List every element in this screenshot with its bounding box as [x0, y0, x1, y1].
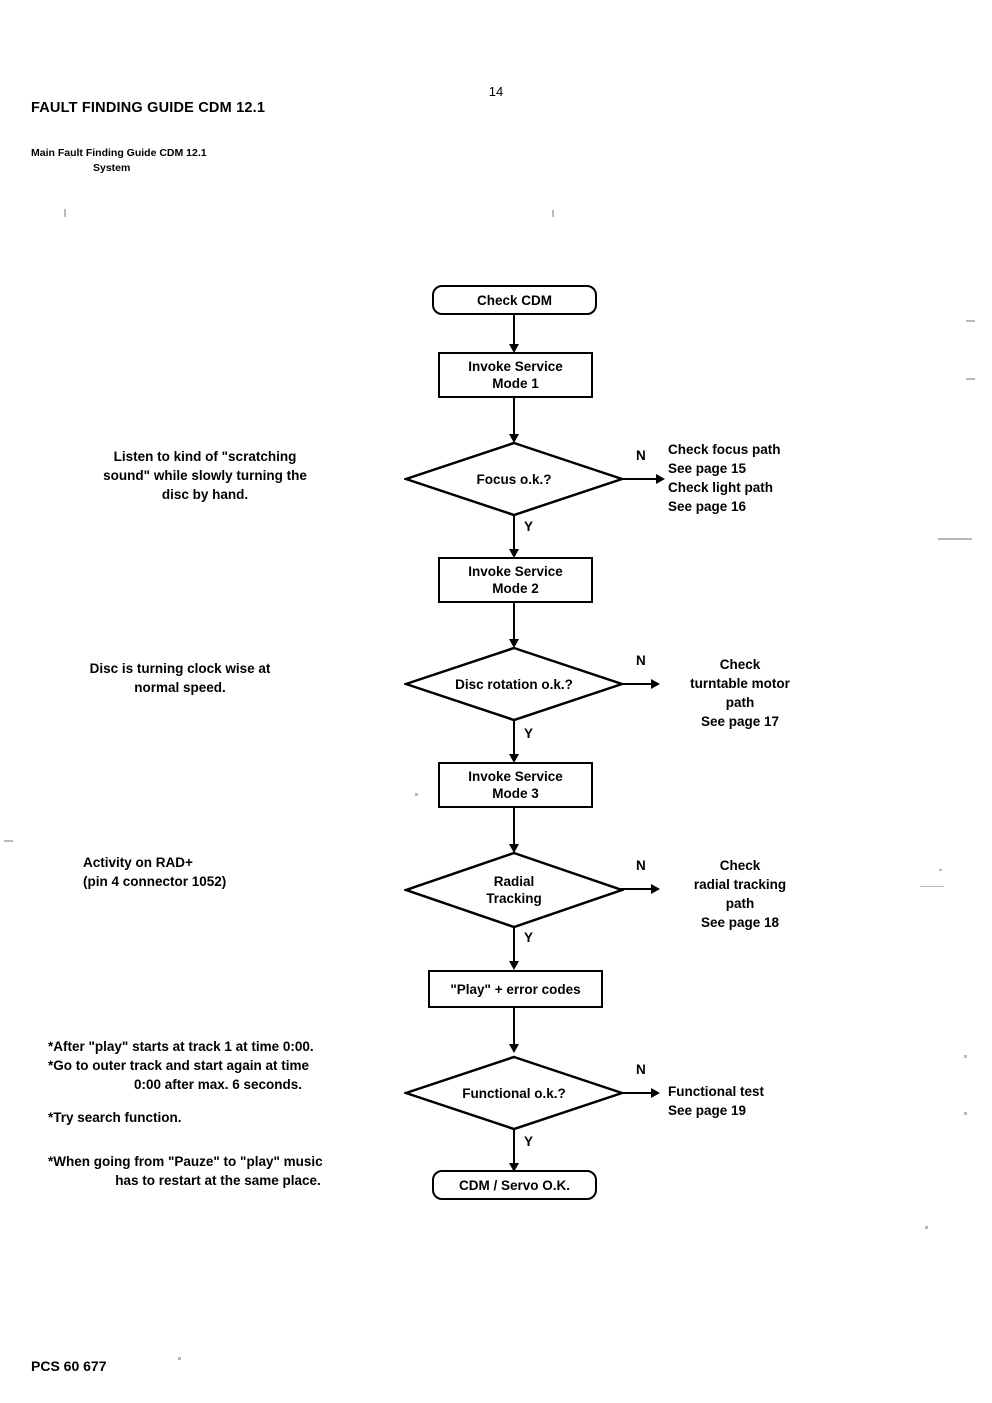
- note-radial-no-line4: See page 18: [700, 915, 780, 930]
- branch-label-radial-no: N: [636, 858, 646, 873]
- note-focus-no-line4: See page 16: [668, 499, 747, 514]
- annotation-radial-line1: Activity on RAD+: [83, 855, 193, 870]
- arrowhead-radial-no: [651, 884, 660, 894]
- scan-speck: [415, 793, 418, 796]
- annotation-search-line1: *Try search function.: [48, 1110, 182, 1125]
- note-functional-no-line2: See page 19: [668, 1103, 747, 1118]
- scan-speck: [552, 210, 554, 217]
- connector-radial-no: [620, 888, 655, 890]
- annotation-focus-line3: disc by hand.: [161, 487, 249, 502]
- annotation-disc-rotation: [60, 659, 300, 697]
- node-functional-ok-label: Functional o.k.?: [462, 1085, 566, 1101]
- connector-functional-yes: [513, 1129, 515, 1167]
- arrowhead-functional-no: [651, 1088, 660, 1098]
- node-check-cdm-label: Check CDM: [476, 292, 552, 308]
- footer-code: PCS 60 677: [31, 1358, 107, 1374]
- scan-speck: [64, 209, 66, 217]
- branch-label-rotation-no: N: [636, 653, 646, 668]
- node-invoke-service-mode-1[interactable]: [438, 352, 593, 398]
- connector-play-to-functional: [513, 1008, 515, 1048]
- note-radial-no-line1: Check: [719, 858, 761, 873]
- scan-speck: [966, 378, 975, 380]
- annotation-disc-rotation-line1: Disc is turning clock wise at: [89, 661, 271, 676]
- branch-label-rotation-yes: Y: [524, 726, 534, 741]
- note-radial-no-line3: path: [725, 896, 755, 911]
- connector-rotation-yes: [513, 720, 515, 758]
- connector-radial-yes: [513, 927, 515, 965]
- node-check-cdm[interactable]: [432, 285, 597, 315]
- scan-speck: [966, 320, 975, 322]
- scan-speck: [178, 1357, 181, 1360]
- note-rotation-no-line2: turntable motor: [690, 676, 790, 691]
- diagram-subtitle-line1: Main Fault Finding Guide CDM 12.1: [31, 147, 207, 159]
- node-invoke-service-mode-2-line1: Invoke Service: [468, 564, 563, 579]
- note-focus-no-line2: See page 15: [668, 461, 747, 476]
- connector-mode2-to-rotation: [513, 603, 515, 643]
- page-number: 14: [488, 84, 504, 99]
- annotation-focus-line1: Listen to kind of "scratching: [113, 449, 297, 464]
- node-play-error-codes[interactable]: [428, 970, 603, 1008]
- diagram-subtitle-line2: System: [93, 162, 131, 174]
- scan-speck: [4, 840, 13, 842]
- annotation-radial-line2: (pin 4 connector 1052): [83, 874, 227, 889]
- scan-speck: [939, 869, 942, 871]
- annotation-functional-line2: *Go to outer track and start again at time: [48, 1058, 310, 1073]
- connector-focus-no: [620, 478, 660, 480]
- annotation-functional: [48, 1037, 388, 1094]
- branch-label-functional-no: N: [636, 1062, 646, 1077]
- scan-speck: [925, 1226, 928, 1229]
- connector-mode1-to-focus: [513, 398, 515, 438]
- node-functional-ok[interactable]: [404, 1055, 624, 1131]
- note-functional-no-target: [668, 1082, 868, 1120]
- node-focus-ok[interactable]: [404, 441, 624, 517]
- diagram-subtitle: [31, 146, 207, 176]
- node-radial-tracking-label: [404, 851, 624, 929]
- branch-label-focus-no: N: [636, 448, 646, 463]
- node-invoke-service-mode-3[interactable]: [438, 762, 593, 808]
- arrowhead-radial-yes: [509, 961, 519, 970]
- note-focus-no-target: [668, 440, 868, 516]
- scan-speck: [964, 1112, 967, 1115]
- connector-rotation-no: [620, 683, 655, 685]
- note-rotation-no-line4: See page 17: [700, 714, 780, 729]
- note-focus-no-line1: Check focus path: [668, 442, 781, 457]
- node-disc-rotation-ok-label: Disc rotation o.k.?: [455, 676, 573, 692]
- arrowhead-focus-no: [656, 474, 665, 484]
- note-radial-no-line2: radial tracking: [693, 877, 787, 892]
- annotation-focus: [60, 447, 350, 504]
- scan-speck: [920, 886, 944, 887]
- annotation-focus-line2: sound" while slowly turning the: [103, 468, 307, 483]
- branch-label-functional-yes: Y: [524, 1134, 534, 1149]
- node-invoke-service-mode-1-line1: Invoke Service: [468, 359, 563, 374]
- note-radial-no-target: [660, 856, 820, 932]
- node-cdm-servo-ok[interactable]: [432, 1170, 597, 1200]
- annotation-search: [48, 1108, 388, 1127]
- branch-label-radial-yes: Y: [524, 930, 534, 945]
- node-invoke-service-mode-3-line2: Mode 3: [492, 786, 539, 801]
- annotation-pauze: [48, 1152, 388, 1190]
- node-play-error-codes-label: "Play" + error codes: [450, 981, 581, 997]
- note-rotation-no-target: [660, 655, 820, 731]
- connector-functional-no: [620, 1092, 655, 1094]
- scan-speck: [964, 1055, 967, 1058]
- node-disc-rotation-ok[interactable]: [404, 646, 624, 722]
- node-cdm-servo-ok-label: CDM / Servo O.K.: [458, 1177, 571, 1193]
- note-focus-no-line3: Check light path: [668, 480, 774, 495]
- note-rotation-no-line1: Check: [719, 657, 761, 672]
- annotation-disc-rotation-line2: normal speed.: [134, 680, 226, 695]
- annotation-pauze-line1: *When going from "Pauze" to "play" music: [48, 1154, 323, 1169]
- scan-speck: [938, 538, 972, 540]
- node-radial-tracking-line1: Radial: [493, 874, 535, 889]
- arrowhead-play-to-functional: [509, 1044, 519, 1053]
- annotation-pauze-line2: has to restart at the same place.: [115, 1173, 321, 1188]
- annotation-functional-line1: *After "play" starts at track 1 at time 0:00.: [48, 1039, 314, 1054]
- node-radial-tracking-line2: Tracking: [486, 891, 542, 906]
- node-focus-ok-label: Focus o.k.?: [476, 471, 552, 487]
- node-invoke-service-mode-1-line2: Mode 1: [492, 376, 539, 391]
- node-invoke-service-mode-2-line2: Mode 2: [492, 581, 539, 596]
- arrowhead-rotation-no: [651, 679, 660, 689]
- node-radial-tracking[interactable]: [404, 851, 624, 929]
- note-functional-no-line1: Functional test: [668, 1084, 765, 1099]
- connector-focus-yes: [513, 515, 515, 553]
- node-invoke-service-mode-3-line1: Invoke Service: [468, 769, 563, 784]
- annotation-radial: [83, 853, 363, 891]
- annotation-functional-line3: 0:00 after max. 6 seconds.: [133, 1077, 303, 1092]
- branch-label-focus-yes: Y: [524, 519, 534, 534]
- connector-start-to-mode1: [513, 315, 515, 346]
- note-rotation-no-line3: path: [725, 695, 755, 710]
- document-title: FAULT FINDING GUIDE CDM 12.1: [31, 100, 266, 116]
- node-invoke-service-mode-2[interactable]: [438, 557, 593, 603]
- connector-mode3-to-radial: [513, 808, 515, 848]
